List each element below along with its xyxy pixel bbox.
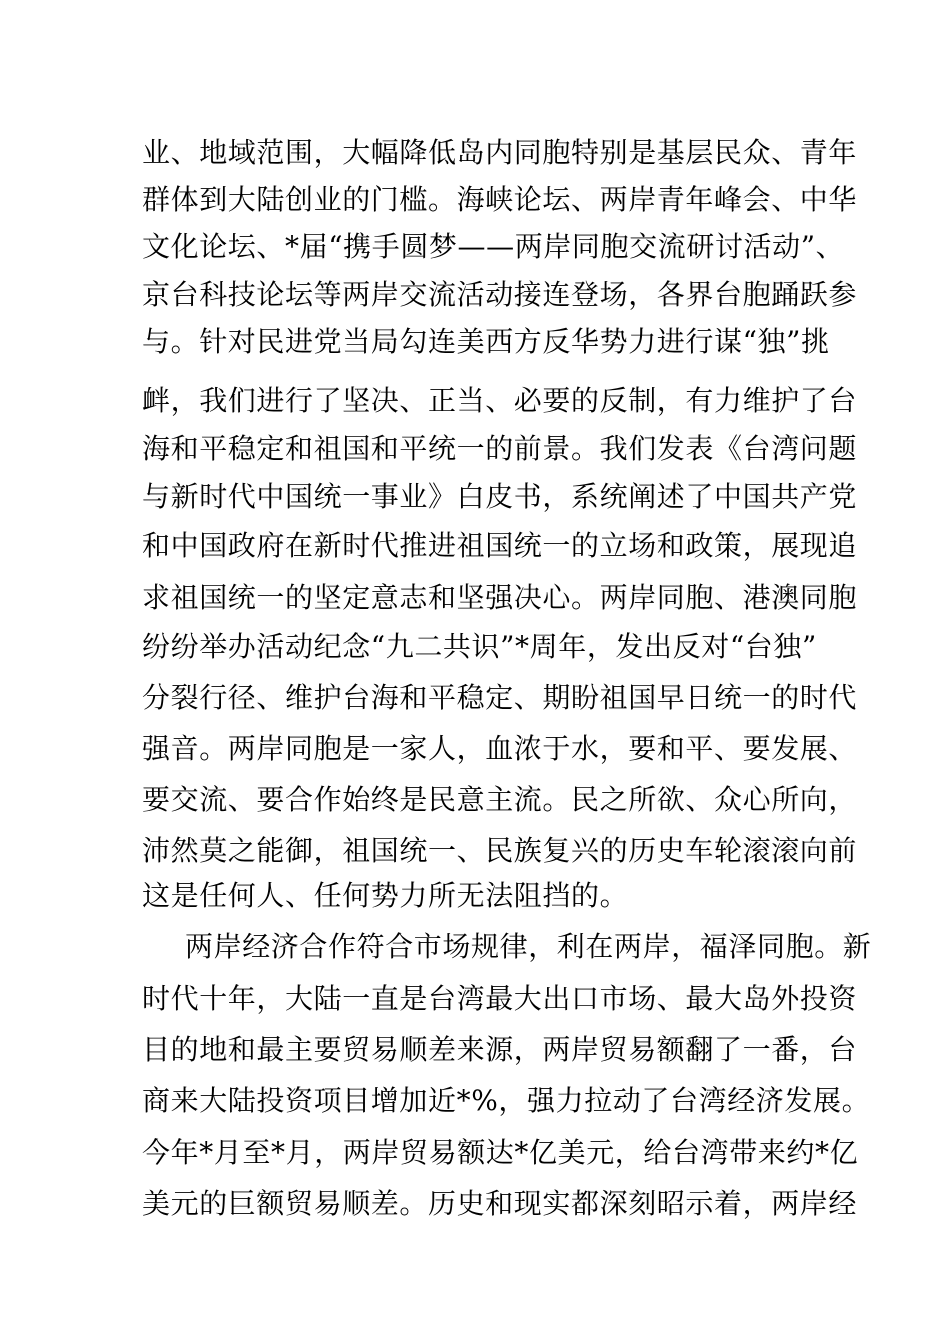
paragraph-line: 业、地域范围，大幅降低岛内同胞特别是基层民众、青年: [142, 136, 858, 169]
paragraph-line: 求祖国统一的坚定意志和坚强决心。两岸同胞、港澳同胞: [142, 581, 858, 614]
paragraph-line: 要交流、要合作始终是民意主流。民之所欲、众心所向，: [142, 783, 858, 816]
paragraph-line: 文化论坛、*届“携手圆梦——两岸同胞交流研讨活动”、: [142, 230, 845, 263]
paragraph-line: 京台科技论坛等两岸交流活动接连登场，各界台胞踊跃参: [142, 278, 858, 311]
paragraph-line: 沛然莫之能御，祖国统一、民族复兴的历史车轮滚滚向前: [142, 834, 858, 867]
paragraph-line: 纷纷举办活动纪念“九二共识”*周年，发出反对“台独”: [142, 630, 817, 663]
paragraph-line: 这是任何人、任何势力所无法阻挡的。: [142, 879, 629, 912]
paragraph-line: 海和平稳定和祖国和平统一的前景。我们发表《台湾问题: [142, 432, 858, 465]
paragraph-line: 今年*月至*月，两岸贸易额达*亿美元，给台湾带来约*亿: [142, 1136, 859, 1169]
paragraph-line: 群体到大陆创业的门槛。海峡论坛、两岸青年峰会、中华: [142, 183, 858, 216]
paragraph-line: 与新时代中国统一事业》白皮书，系统阐述了中国共产党: [142, 480, 858, 513]
paragraph-line: 美元的巨额贸易顺差。历史和现实都深刻昭示着，两岸经: [142, 1187, 858, 1220]
paragraph-line: 两岸经济合作符合市场规律，利在两岸，福泽同胞。新: [185, 930, 872, 963]
paragraph-line: 与。针对民进党当局勾连美西方反华势力进行谋“独”挑: [142, 325, 830, 358]
paragraph-line: 商来大陆投资项目增加近*%，强力拉动了台湾经济发展。: [142, 1084, 871, 1117]
paragraph-line: 衅，我们进行了坚决、正当、必要的反制，有力维护了台: [142, 384, 858, 417]
paragraph-line: 时代十年，大陆一直是台湾最大出口市场、最大岛外投资: [142, 982, 858, 1015]
paragraph-line: 强音。两岸同胞是一家人，血浓于水，要和平、要发展、: [142, 732, 858, 765]
paragraph-line: 和中国政府在新时代推进祖国统一的立场和政策，展现追: [142, 529, 858, 562]
paragraph-line: 分裂行径、维护台海和平稳定、期盼祖国早日统一的时代: [142, 681, 858, 714]
paragraph-line: 目的地和最主要贸易顺差来源，两岸贸易额翻了一番，台: [142, 1033, 858, 1066]
